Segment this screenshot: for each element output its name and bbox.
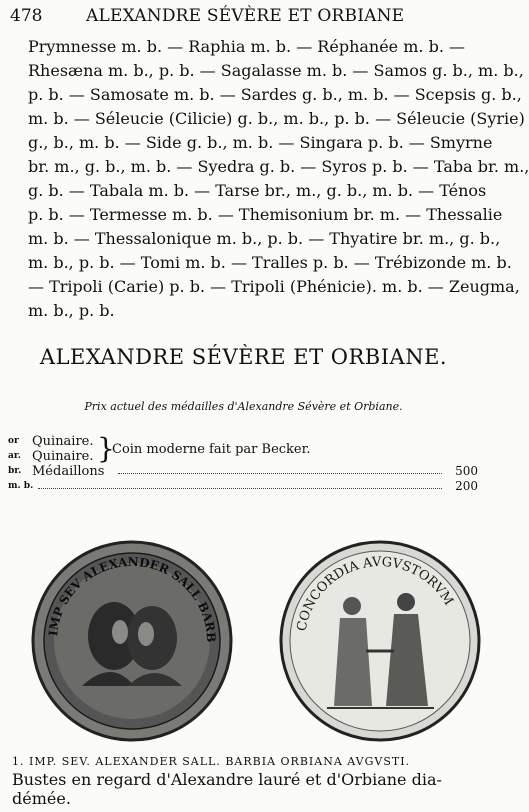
mint-list-line: g. b. — Tabala m. b. — Tarse br., m., g. b., m. b. — Ténos (28, 181, 487, 200)
price-table (8, 434, 478, 494)
section-subtitle: Prix actuel des médailles d'Alexandre Sévère et Orbiane. (84, 400, 403, 413)
brace: } (97, 432, 115, 465)
brace-note: Coin moderne fait par Becker. (112, 442, 311, 457)
leader-dots (38, 488, 442, 489)
mint-list-line: g., b., m. b. — Side g. b., m. b. — Singara p. b. — Smyrne (28, 133, 493, 152)
caption-line: démée. (12, 789, 71, 808)
price-row (8, 464, 478, 479)
mint-list-line: m. b. — Thessalonique m. b., p. b. — Thyatire br. m., g. b., (28, 229, 501, 248)
price-value: 200 (455, 479, 478, 493)
caption-line: Bustes en regard d'Alexandre lauré et d'Orbiane dia- (12, 770, 442, 789)
leader-dots (118, 473, 442, 474)
coin-caption (12, 755, 478, 808)
page-number: 478 (10, 6, 43, 26)
mint-list-line: p. b. — Termesse m. b. — Themisonium br. m. — Thessalie (28, 205, 503, 224)
caption-legend: 1. IMP. SEV. ALEXANDER SALL. BARBIA ORBIANA AVGVSTI. (12, 755, 411, 768)
mint-list (28, 35, 529, 323)
metal-code: ar. (8, 451, 21, 461)
denomination: Quinaire. (32, 434, 94, 449)
obverse-legend: IMP SEV ALEXANDER SALL BARB (46, 554, 219, 643)
metal-code: m. b. (8, 481, 34, 491)
page-header (10, 4, 477, 28)
reverse-legend: CONCORDIA AVGVSTORVM (294, 554, 456, 633)
coin-illustrations (22, 536, 482, 748)
mint-list-line: p. b. — Samosate m. b. — Sardes g. b., m. b. — Scepsis g. b., (28, 85, 522, 104)
mint-list-line: m. b., p. b. — Tomi m. b. — Tralles p. b. — Trébizonde m. b. (28, 253, 512, 272)
quinaire-group (8, 434, 478, 464)
coin-obverse (22, 536, 231, 740)
mint-list-line: Prymnesse m. b. — Raphia m. b. — Réphanée m. b. — (28, 37, 465, 56)
mint-list-line: Rhesæna m. b., p. b. — Sagalasse m. b. — Samos g. b., m. b., (28, 61, 524, 80)
denomination: Médaillons (32, 464, 105, 479)
mint-list-line: — Tripoli (Carie) p. b. — Tripoli (Phénicie). m. b. — Zeugma, (28, 277, 520, 296)
denomination: Quinaire. (32, 449, 94, 464)
metal-code: br. (8, 466, 22, 476)
coin-reverse (281, 542, 479, 740)
mint-list-line: m. b., p. b. (28, 301, 115, 320)
metal-code: or (8, 436, 19, 446)
running-title: ALEXANDRE SÉVÈRE ET ORBIANE (86, 6, 405, 26)
mint-list-line: m. b. — Séleucie (Cilicie) g. b., m. b., p. b. — Séleucie (Syrie) (28, 109, 525, 128)
price-value: 500 (455, 464, 478, 478)
section-title: ALEXANDRE SÉVÈRE ET ORBIANE. (39, 345, 448, 369)
price-row (8, 479, 478, 494)
mint-list-line: br. m., g. b., m. b. — Syedra g. b. — Syros p. b. — Taba br. m., (28, 157, 529, 176)
